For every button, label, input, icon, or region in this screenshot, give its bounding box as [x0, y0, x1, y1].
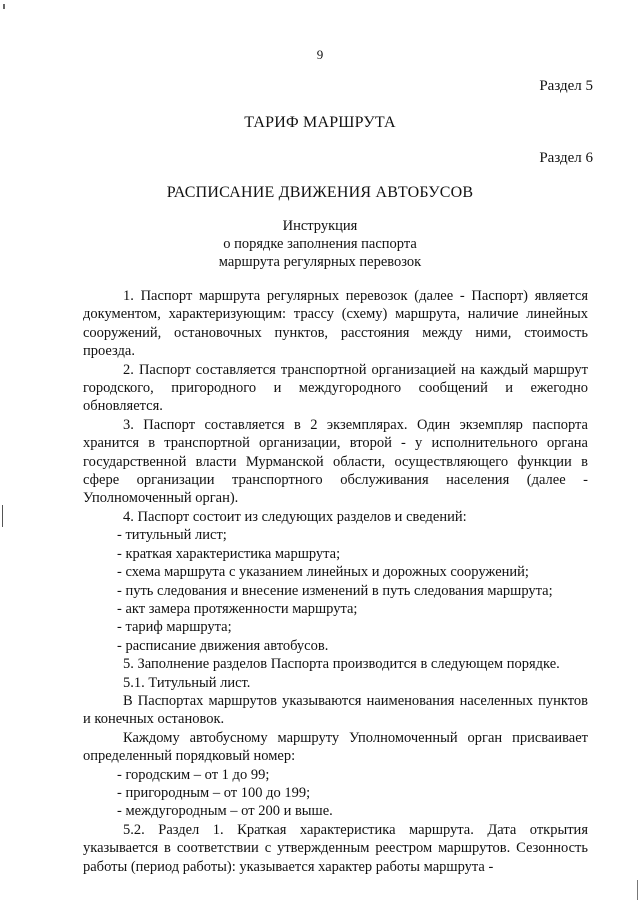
- paragraph: 5.2. Раздел 1. Краткая характеристика маршрута. Дата открытия указывается в соответствии с утвержденным реестром маршрутов. Сезонность работы (период работы): указывается характер работы маршрута -: [83, 821, 588, 875]
- list-item: - титульный лист;: [117, 527, 227, 544]
- paragraph: 5. Заполнение разделов Паспорта производится в следующем порядке.: [123, 656, 560, 673]
- paragraph: 5.1. Титульный лист.: [123, 674, 251, 691]
- instruction-line-1: Инструкция: [282, 218, 358, 234]
- list-item: - пригородным – от 100 до 199;: [117, 784, 311, 801]
- list-item: - расписание движения автобусов.: [117, 637, 329, 654]
- instruction-heading: [0, 217, 640, 271]
- list-item: - краткая характеристика маршрута;: [117, 545, 341, 562]
- list-item: - акт замера протяженности маршрута;: [117, 600, 358, 617]
- paragraph: 3. Паспорт составляется в 2 экземплярах. Один экземпляр паспорта хранится в транспортной организации, второй - у исполнительного органа государственной власти Мурманской области, осуществляющего функции в сфере организации транспортного обслуживания населения (далее - Уполномоченный орган).: [83, 416, 588, 507]
- title-schedule: РАСПИСАНИЕ ДВИЖЕНИЯ АВТОБУСОВ: [166, 184, 474, 201]
- list-item: - городским – от 1 до 99;: [117, 766, 270, 783]
- page-number: 9: [316, 47, 324, 62]
- scan-edge-mark-right: [637, 880, 638, 900]
- paragraph: 2. Паспорт составляется транспортной организацией на каждый маршрут городского, пригородного и междугородного сообщений и ежегодно обновляется.: [83, 361, 588, 415]
- section-5-label: Раздел 5: [539, 78, 593, 94]
- paragraph: Каждому автобусному маршруту Уполномоченный орган присваивает определенный порядковый номер:: [83, 729, 588, 765]
- title-tariff: ТАРИФ МАРШРУТА: [244, 114, 396, 131]
- instruction-line-2: о порядке заполнения паспорта: [223, 236, 417, 252]
- list-item: - тариф маршрута;: [117, 619, 232, 636]
- scan-edge-mark: [2, 505, 3, 527]
- instruction-line-3: маршрута регулярных перевозок: [218, 254, 422, 270]
- document-body: [83, 287, 588, 876]
- list-item: - схема маршрута с указанием линейных и дорожных сооружений;: [117, 564, 529, 581]
- section-6-label: Раздел 6: [539, 150, 593, 166]
- scan-speck: [3, 4, 5, 9]
- paragraph: 4. Паспорт состоит из следующих разделов и сведений:: [123, 508, 467, 525]
- paragraph: 1. Паспорт маршрута регулярных перевозок (далее - Паспорт) является документом, характеризующим: трассу (схему) маршрута, наличие линейных сооружений, остановочных пунктов, расстояния между ними, стоимость проезда.: [83, 288, 588, 360]
- list-item: - путь следования и внесение изменений в путь следования маршрута;: [117, 582, 553, 599]
- paragraph: В Паспортах маршрутов указываются наименования населенных пунктов и конечных остановок.: [83, 692, 588, 728]
- list-item: - междугородным – от 200 и выше.: [117, 803, 333, 820]
